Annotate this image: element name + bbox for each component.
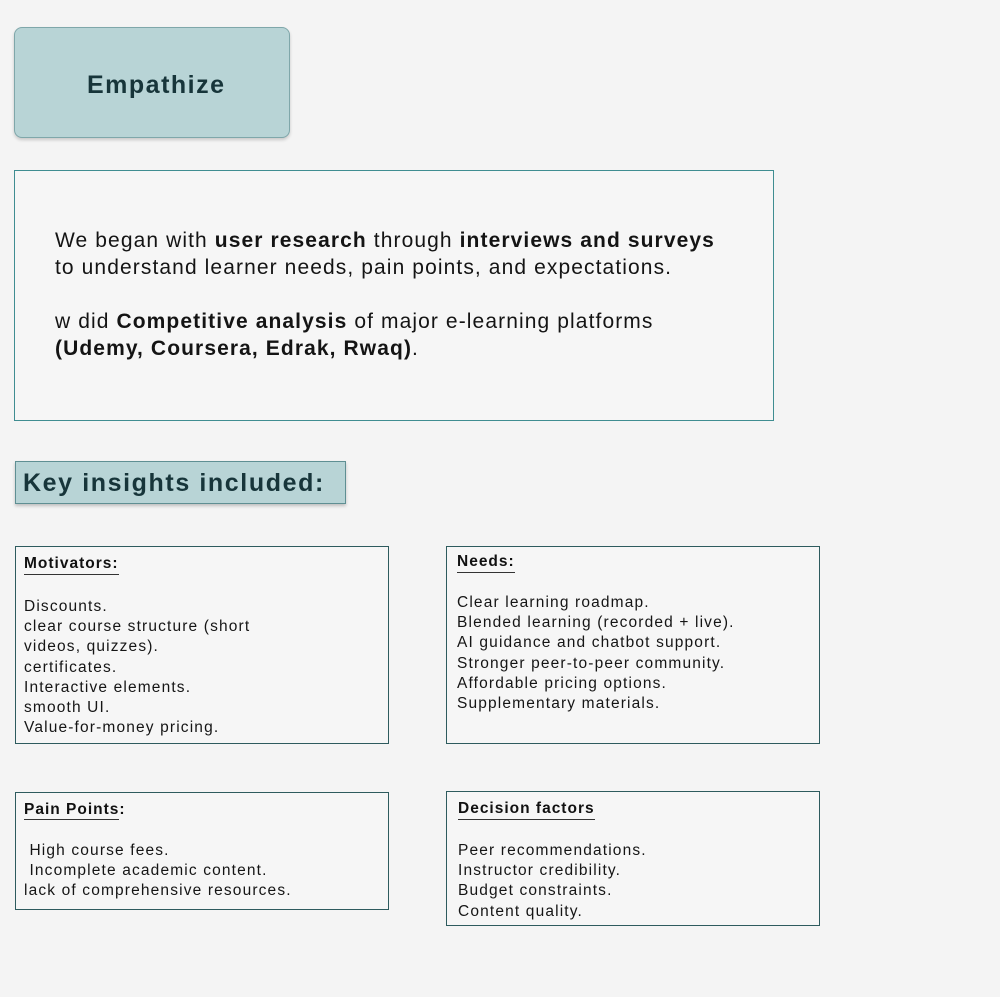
intro-paragraph-research [55, 227, 735, 281]
list-item: AI guidance and chatbot support. [457, 634, 722, 652]
pain-points-title-text: Pain Points [24, 801, 120, 818]
decision-factors-card [446, 791, 820, 926]
list-item: certificates. [24, 658, 118, 676]
insights-heading-text: Key insights included: [23, 469, 325, 497]
list-item: Peer recommendations. [458, 842, 647, 859]
intro-text-segment: w did [55, 310, 117, 333]
intro-bold-platforms: (Udemy, Coursera, Edrak, Rwaq) [55, 337, 413, 360]
motivators-title: Motivators: [24, 555, 119, 575]
list-item: smooth UI. [24, 699, 111, 717]
stage-badge [14, 27, 290, 138]
intro-text-segment: We began with [55, 229, 215, 252]
intro-text [55, 227, 735, 362]
motivators-list [24, 597, 250, 738]
list-item: Supplementary materials. [457, 695, 661, 713]
list-item: Interactive elements. [24, 678, 192, 696]
list-item: Affordable pricing options. [457, 674, 667, 692]
insights-heading [15, 461, 346, 504]
intro-text-segment: to understand learner needs, pain points, and expectations. [55, 256, 673, 279]
list-item: Value-for-money pricing. [24, 719, 220, 737]
pain-points-title-colon: : [119, 801, 126, 818]
list-item: Discounts. [24, 598, 108, 615]
needs-list [457, 593, 735, 714]
pain-points-title [24, 801, 126, 820]
needs-card [446, 546, 820, 744]
decision-factors-title: Decision factors [458, 800, 595, 820]
intro-text-segment: through [366, 229, 460, 252]
motivators-card [15, 546, 389, 744]
stage-title: Empathize [87, 71, 226, 99]
intro-paragraph-competitive [55, 308, 735, 362]
list-item: Stronger peer-to-peer community. [457, 654, 726, 672]
list-item: clear course structure (short [24, 618, 251, 636]
intro-box [14, 170, 774, 421]
intro-text-segment: . [412, 337, 419, 360]
pain-points-list [24, 841, 292, 902]
list-item: Budget constraints. [458, 882, 613, 900]
intro-bold-user-research: user research [214, 229, 367, 252]
list-item: Clear learning roadmap. [457, 594, 650, 611]
pain-points-card [15, 792, 389, 910]
intro-bold-competitive-analysis: Competitive analysis [116, 310, 348, 333]
list-item: lack of comprehensive resources. [24, 882, 292, 900]
list-item: videos, quizzes). [24, 638, 159, 656]
intro-bold-interviews-surveys: interviews and surveys [459, 229, 715, 252]
list-item: Instructor credibility. [458, 862, 622, 880]
list-item: Blended learning (recorded + live). [457, 614, 735, 632]
list-item: High course fees. [24, 842, 170, 859]
decision-factors-list [458, 841, 647, 922]
list-item: Incomplete academic content. [24, 862, 268, 880]
needs-title: Needs: [457, 553, 515, 573]
intro-text-segment: of major e-learning platforms [347, 310, 654, 333]
list-item: Content quality. [458, 902, 583, 920]
